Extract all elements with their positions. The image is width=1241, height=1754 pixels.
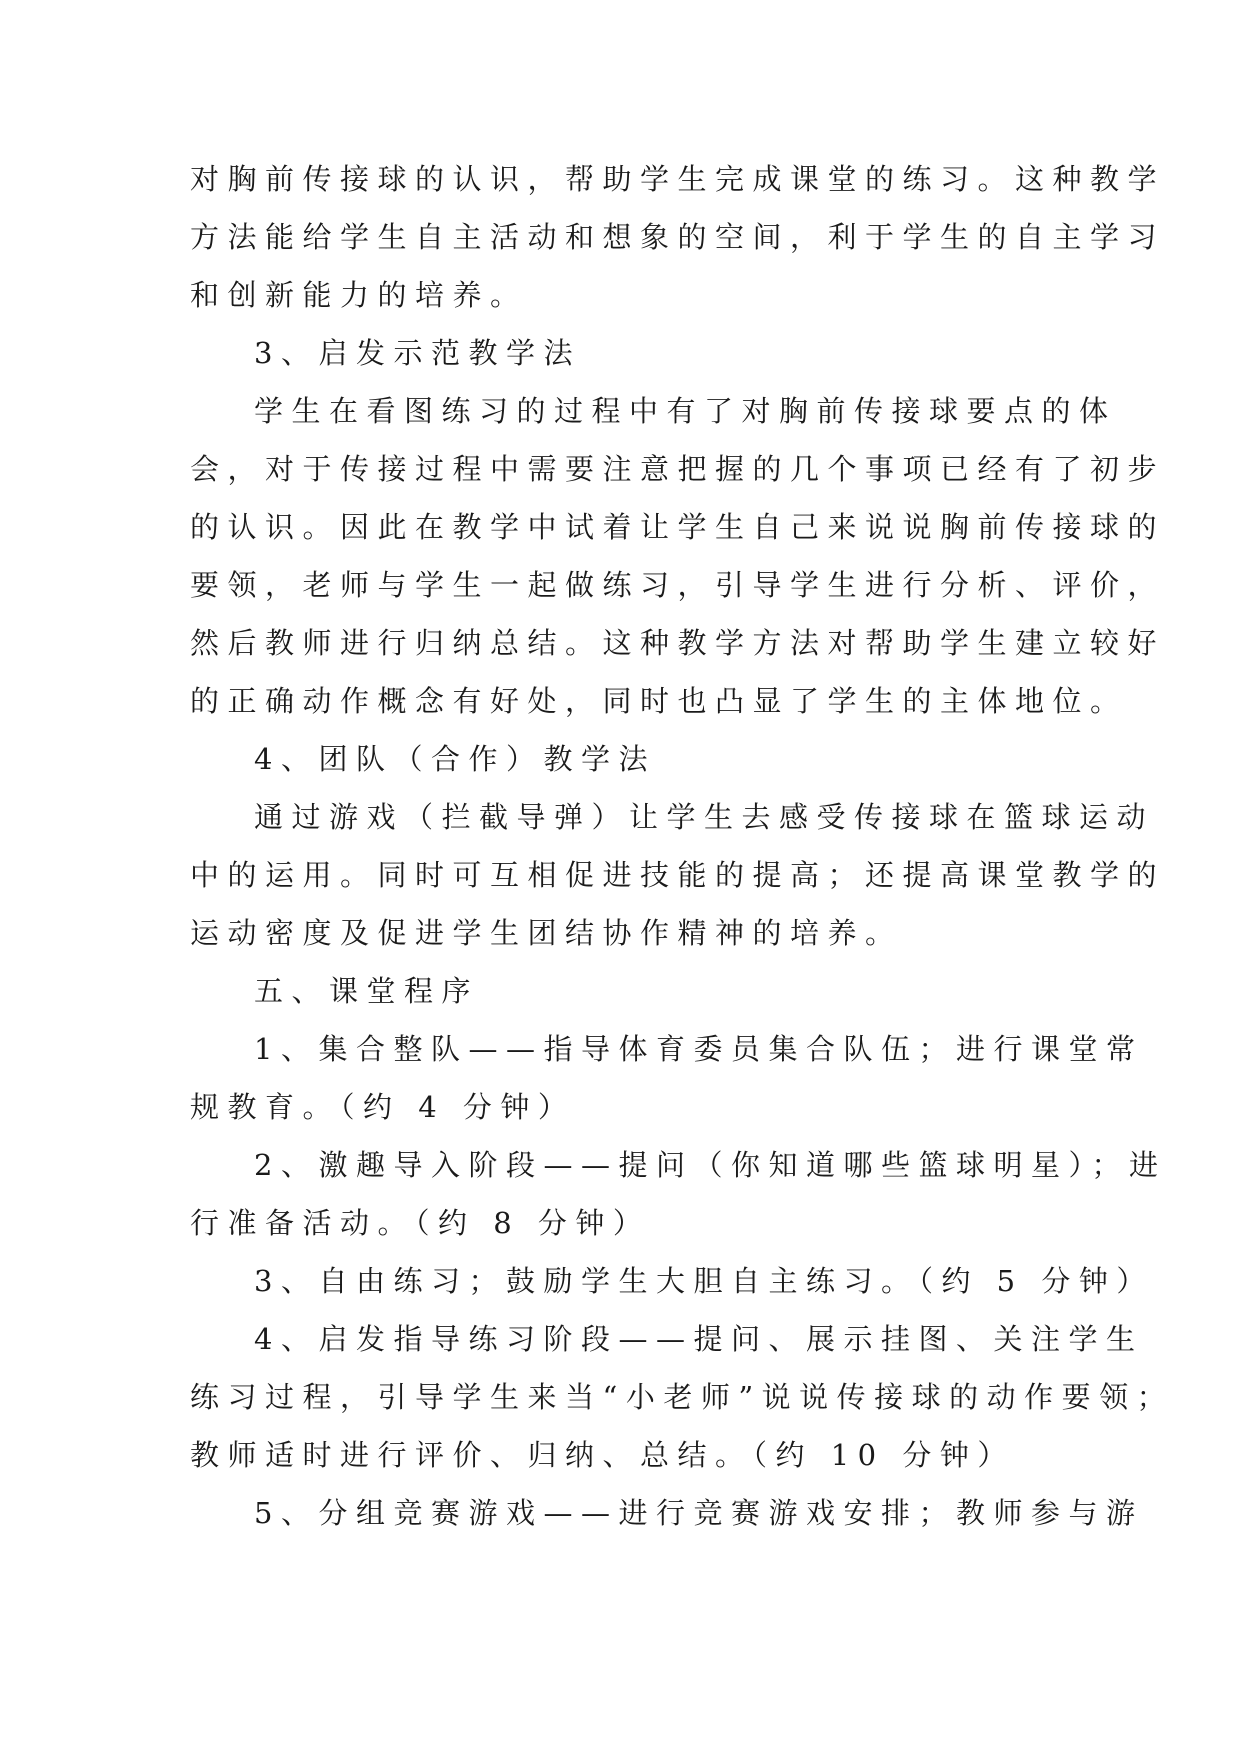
text-line: 行准备活动。（约 8 分钟）	[190, 1206, 651, 1240]
text-line: 运动密度及促进学生团结协作精神的培养。	[190, 916, 903, 950]
text-line: 和创新能力的培养。	[190, 278, 528, 312]
text-line: 的正确动作概念有好处，同时也凸显了学生的主体地位。	[190, 684, 1128, 718]
list-item-line: 5、分组竞赛游戏——进行竞赛游戏安排；教师参与游	[254, 1496, 1144, 1530]
text-line: 对胸前传接球的认识，帮助学生完成课堂的练习。这种教学	[190, 162, 1166, 196]
list-item-line: 2、激趣导入阶段——提问（你知道哪些篮球明星）；进	[254, 1148, 1167, 1182]
document-body	[190, 150, 1175, 1542]
text-line: 方法能给学生自主活动和想象的空间，利于学生的自主学习	[190, 220, 1166, 254]
text-line: 然后教师进行归纳总结。这种教学方法对帮助学生建立较好	[190, 626, 1166, 660]
text-line: 的认识。因此在教学中试着让学生自己来说说胸前传接球的	[190, 510, 1166, 544]
list-item-line: 3、自由练习；鼓励学生大胆自主练习。（约 5 分钟）	[254, 1264, 1154, 1298]
text-line: 中的运用。同时可互相促进技能的提高；还提高课堂教学的	[190, 858, 1166, 892]
list-item-line: 1、集合整队——指导体育委员集合队伍；进行课堂常	[254, 1032, 1144, 1066]
text-line: 规教育。（约 4 分钟）	[190, 1090, 576, 1124]
paragraph-start-line: 通过游戏（拦截导弹）让学生去感受传接球在篮球运动	[254, 800, 1155, 834]
text-line: 会，对于传接过程中需要注意把握的几个事项已经有了初步	[190, 452, 1166, 486]
section-heading: 4、团队（合作）教学法	[254, 742, 656, 776]
section-heading: 五、课堂程序	[254, 974, 480, 1008]
text-line: 练习过程，引导学生来当“小老师”说说传接球的动作要领；	[190, 1380, 1175, 1414]
text-line: 要领，老师与学生一起做练习，引导学生进行分析、评价，	[190, 568, 1166, 602]
list-item-line: 4、启发指导练习阶段——提问、展示挂图、关注学生	[254, 1322, 1144, 1356]
section-heading: 3、启发示范教学法	[254, 336, 581, 370]
text-line: 教师适时进行评价、归纳、总结。（约 10 分钟）	[190, 1438, 1015, 1472]
paragraph-start-line: 学生在看图练习的过程中有了对胸前传接球要点的体	[254, 394, 1117, 428]
